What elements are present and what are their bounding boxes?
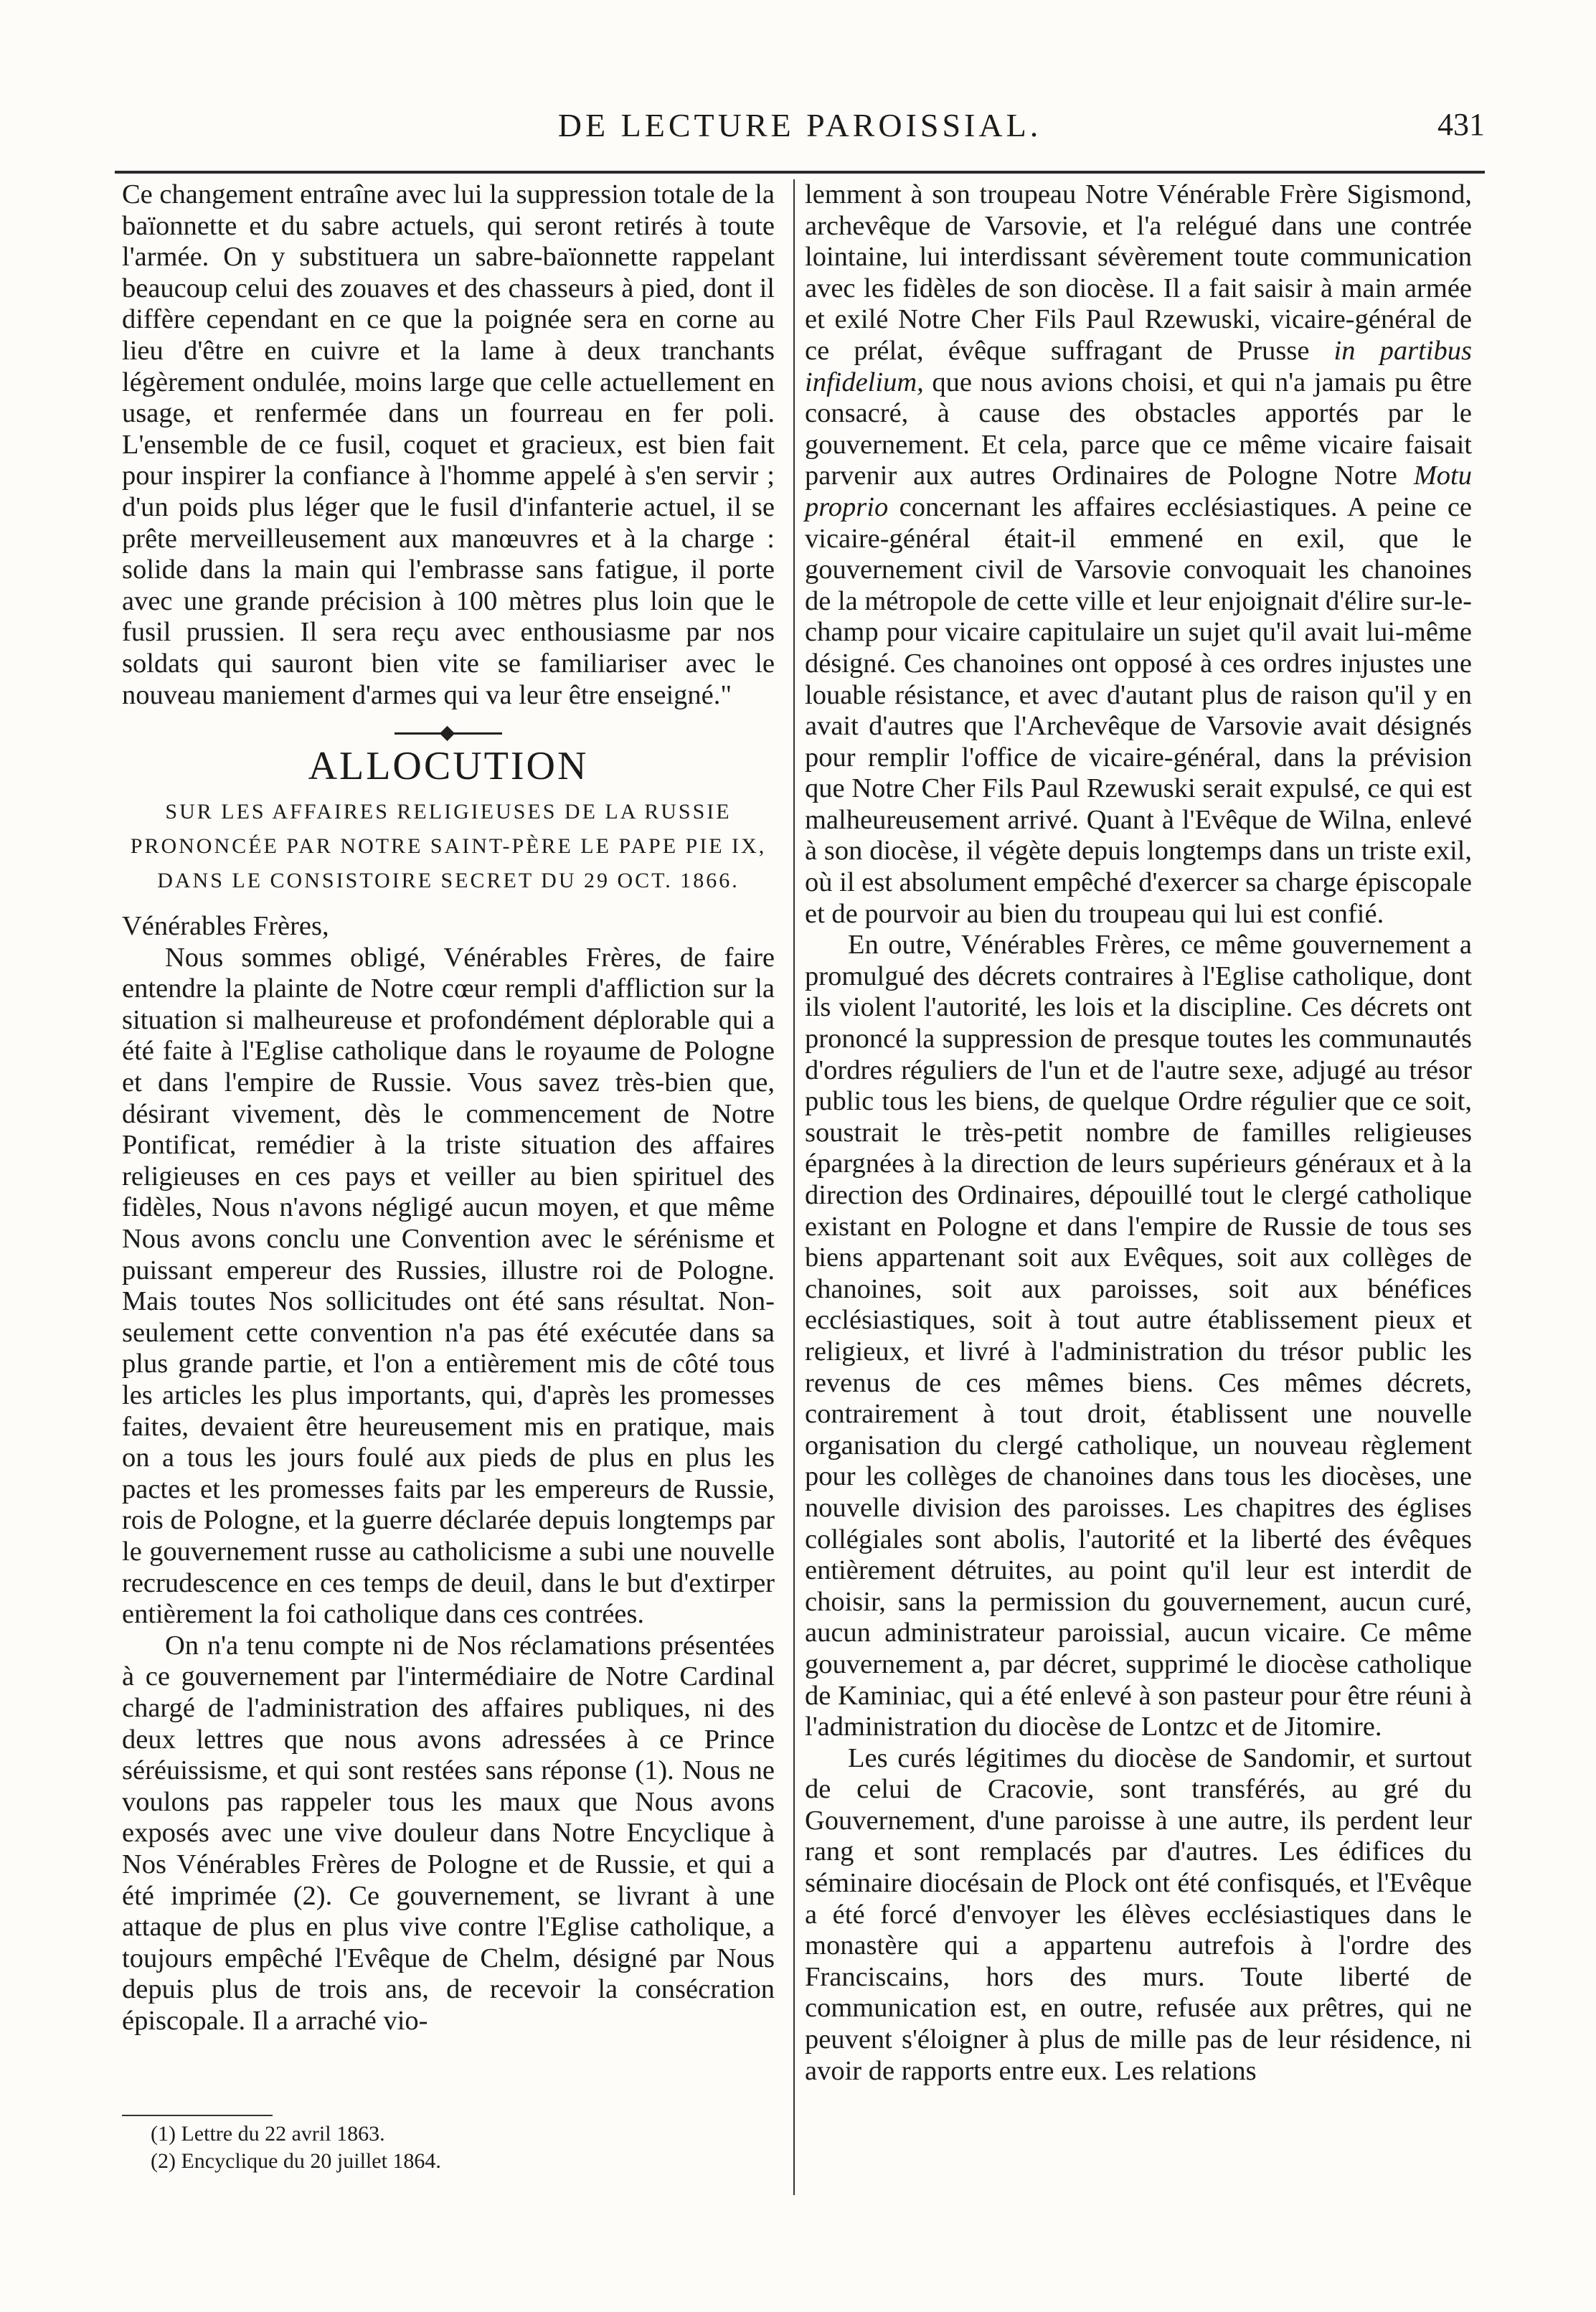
right-paragraph-2: En outre, Vénérables Frères, ce même gouvernement a promulgué des décrets contraires à l'Eglise catholique, dont ils violent l'autorité, les lois et la discipline. Ces décrets ont prononcé la suppression de presque toutes les communautés d'ordres réguliers de l'un et de l'autre sexe, adjugé au trésor public tous les biens, de quelque Ordre régulier que ce soit, soustrait le très-petit nombre de familles religieuses épargnées à la direction de leurs supérieurs généraux et à la direction des Ordinaires, dépouillé tout le clergé catholique existant en Pologne et dans l'empire de Russie de tous ses biens appartenant soit aux Evêques, soit aux collèges de chanoines, soit aux paroisses, soit aux bénéfices ecclésiastiques, soit à tout autre établissement pieux et religieux, et livré à l'administration du trésor public les revenus de ces mêmes biens. Ces mêmes décrets, contrairement à tout droit, établissent une nouvelle organisation du clergé catholique, un nouveau règlement pour les collèges de chanoines dans tous les diocèses, une nouvelle division des paroisses. Les chapitres des églises collégiales sont abolis, l'autorité et la liberté des évêques entièrement détruites, au point qu'il leur est interdit de choisir, sans la permission du gouvernement, aucun curé, aucun administrateur paroissial, aucun vicaire. Ce même gouvernement a, par décret, supprimé le diocèse catholique de Kaminiac, qui a été enlevé à son pasteur pour être réuni à l'administration du diocèse de Lontzc et de Jitomire. (805, 930, 1472, 1742)
footnote-1: (1) Lettre du 22 avril 1863. (151, 2122, 385, 2146)
footnote-2: (2) Encyclique du 20 juillet 1864. (151, 2149, 441, 2173)
section-ornament (395, 732, 502, 735)
right-paragraph-1-part-c: concernant les affaires ecclésiastiques. A peine ce vicaire-général était-il emmené en exil, que le gouvernement civil de Varsovie convoquait les chanoines de la métropole de cette ville et leur enjoignait d'élire sur-le-champ pour vicaire capitulaire un sujet qu'il avait lui-même désigné. Ces chanoines ont opposé à ces ordres injustes une louable résistance, et avec d'autant plus de raison qu'il y en avait d'autres que l'Archevêque de Varsovie avait désignés pour remplir l'office de vicaire-général, dans la prévision que Notre Cher Fils Paul Rzewuski serait expulsé, ce qui est malheureusement arrivé. Quant à l'Evêque de Wilna, enlevé à son diocèse, il végète depuis longtemps dans un triste exil, où il est absolument empêché d'exercer sa charge épiscopale et de pourvoir au bien du troupeau qui lui est confié. (805, 491, 1472, 929)
header-rule (115, 171, 1485, 174)
right-paragraph-1-italic-a: in partibus infidelium, (805, 335, 1472, 397)
allocution-paragraph-1: Nous sommes obligé, Vénérables Frères, de faire entendre la plainte de Notre cœur rempli d'affliction sur la situation si malheureuse et profondément déplorable qui a été faite à l'Eglise catholique dans le royaume de Pologne et dans l'empire de Russie. Vous savez très-bien que, désirant vivement, dès le commencement de Notre Pontificat, remédier à la triste situation des affaires religieuses en ces pays et veiller au bien spirituel des fidèles, Nous n'avons négligé aucun moyen, et que même Nous avons conclu une Convention avec le sérénisme et puissant empereur des Russies, illustre roi de Pologne. Mais toutes Nos sollicitudes ont été sans résultat. Non-seulement cette convention n'a pas été exécutée dans sa plus grande partie, et l'on a entièrement mis de côté tous les articles les plus importants, qui, d'après les promesses faites, devaient être heureusement mis en pratique, mais on a tous les jours foulé aux pieds de plus en plus les pactes et les promesses faits par les empereurs de Russie, rois de Pologne, et la guerre déclarée depuis longtemps par le gouvernement russe au catholicisme a subi une nouvelle recrudescence en ces temps de deuil, dans le but d'extirper entièrement la foi catholique dans ces contrées. (122, 942, 775, 1630)
right-paragraph-3: Les curés légitimes du diocèse de Sandomir, et surtout de celui de Cracovie, sont transférés, au gré du Gouvernement, d'une paroisse à une autre, ils perdent leur rang et sont remplacés par d'autres. Les édifices du séminaire diocésain de Plock ont été confisqués, et l'Evêque a été forcé d'envoyer les élèves ecclésiastiques dans le monastère qui a appartenu autrefois à l'ordre des Franciscains, hors des murs. Toute liberté de communication est, en outre, refusée aux prêtres, qui ne peuvent s'éloigner à plus de mille pas de leur résidence, ni avoir de rapports entre eux. Les relations (805, 1742, 1472, 2086)
footnotes (122, 2115, 775, 2175)
right-paragraph-1-part-a: lemment à son troupeau Notre Vénérable Frère Sigismond, archevêque de Varsovie, et l'a relégué dans une contrée lointaine, lui interdissant sévèrement toute communication avec les fidèles de son diocèse. Il a fait saisir à main armée et exilé Notre Cher Fils Paul Rzewuski, vicaire-général de ce prélat, évêque suffragant de Prusse (805, 179, 1472, 366)
left-column (122, 179, 775, 2037)
salutation: Vénérables Frères, (122, 911, 329, 942)
right-paragraph-1 (805, 179, 1472, 930)
column-divider (793, 179, 795, 2195)
running-title: DE LECTURE PAROISSIAL. (557, 107, 1042, 143)
allocution-title: ALLOCUTION (308, 744, 589, 789)
page-number: 431 (1437, 107, 1485, 142)
running-header (115, 100, 1485, 151)
right-paragraph-1-part-b: que nous avions choisi, et qui n'a jamais pu être consacré, à cause des obstacles apportés par le gouvernement. Et cela, parce que ce même vicaire faisait parvenir aux autres Ordinaires de Pologne Notre (805, 367, 1472, 491)
allocution-paragraph-2: On n'a tenu compte ni de Nos réclamations présentées à ce gouvernement par l'intermédiaire de Notre Cardinal chargé de l'administration des affaires publiques, ni des deux lettres que nous avons adressées à ce Prince séréuissisme, et qui sont restées sans réponse (1). Nous ne voulons pas rappeler tous les maux que Nous avons exposés avec une vive douleur dans Notre Encyclique à Nos Vénérables Frères de Pologne et de Russie, et qui a été imprimée (2). Ce gouvernement, se livrant à une attaque de plus en plus vive contre l'Eglise catholique, a toujours empêché l'Evêque de Chelm, désigné par Nous depuis plus de trois ans, de recevoir la consécration épiscopale. Il a arraché vio- (122, 1630, 775, 2036)
intro-paragraph: Ce changement entraîne avec lui la suppression totale de la baïonnette et du sabre actuels, qui seront retirés à toute l'armée. On y substituera un sabre-baïonnette rappelant beaucoup celui des zouaves et des chasseurs à pied, dont il diffère cependant en ce que la poignée sera en corne au lieu d'être en cuivre et la lame à deux tranchants légèrement ondulée, moins large que celle actuellement en usage, et renfermée dans un fourreau en fer poli. L'ensemble de ce fusil, coquet et gracieux, est bien fait pour inspirer la confiance à l'homme appelé à s'en servir ; d'un poids plus léger que le fusil d'infanterie actuel, il se prête merveilleusement aux manœuvres et à la charge : solide dans la main qui l'embrasse sans fatigue, il porte avec une grande précision à 100 mètres plus loin que le fusil prussien. Il sera reçu avec enthousiasme par nos soldats qui sauront bien vite se familiariser avec le nouveau maniement d'armes qui va leur être enseigné." (122, 179, 775, 710)
footnote-rule (122, 2115, 273, 2116)
right-paragraph-1-italic-b: Motu proprio (805, 461, 1472, 522)
right-column (805, 179, 1472, 2087)
allocution-subtitle: SUR LES AFFAIRES RELIGIEUSES DE LA RUSSIE PRONONCÉE PAR NOTRE SAINT-PÈRE LE PAPE PIE IX, DANS LE CONSISTOIRE SECRET DU 29 OCT. 1866. (130, 800, 767, 893)
